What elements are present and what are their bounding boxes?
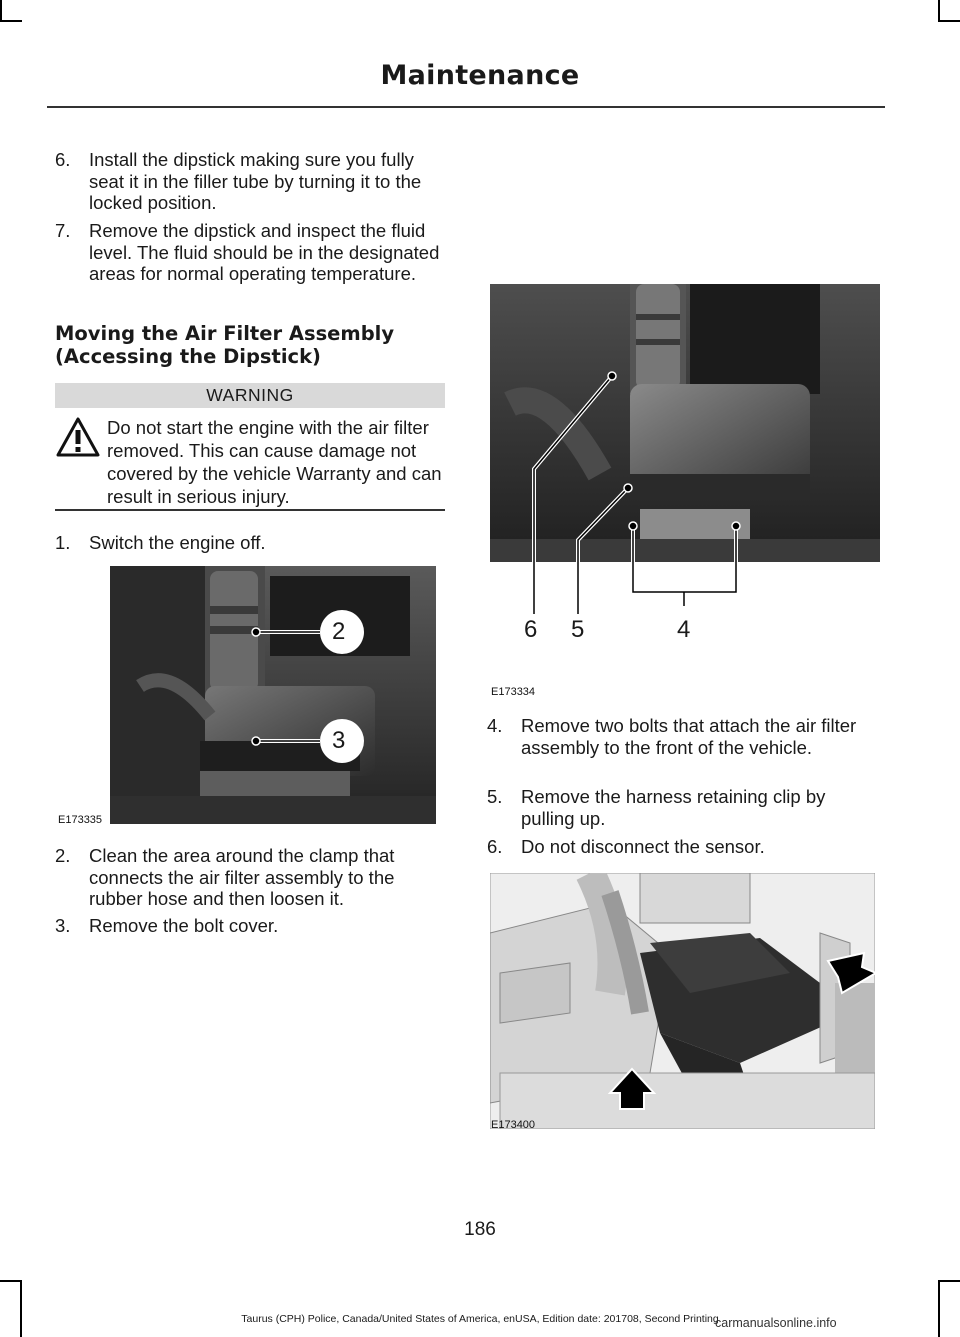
warning-divider (55, 509, 445, 511)
crop-mark (938, 1280, 940, 1337)
engine-photo-air-filter-clamp (110, 566, 436, 824)
step-number: 1. (55, 532, 71, 553)
callout-label: 5 (571, 616, 585, 643)
step-number: 4. (487, 715, 503, 736)
step-number: 6. (55, 149, 71, 170)
crop-mark (938, 20, 960, 22)
crop-mark (0, 20, 22, 22)
step-text: Remove the dipstick and inspect the fluid level. The fluid should be in the designated areas for normal operating temperature. (89, 220, 440, 284)
step-number: 3. (55, 915, 71, 936)
crop-mark (938, 1280, 960, 1282)
page-number: 186 (464, 1219, 496, 1240)
step-text: Switch the engine off. (89, 532, 266, 553)
crop-mark (938, 0, 940, 22)
warning-label: WARNING (55, 383, 445, 408)
figure-id: E173335 (58, 814, 103, 826)
page-title: Maintenance (380, 60, 580, 91)
callout-label: 6 (524, 616, 538, 643)
warning-body (55, 416, 447, 508)
warning-text: Do not start the engine with the air filter removed. This can cause damage not covered by the vehicle Warranty and can result in serious injury. (107, 417, 442, 507)
crop-mark (20, 1280, 22, 1337)
step-number: 2. (55, 845, 71, 866)
step-text: Remove the harness retaining clip by pulling up. (521, 786, 826, 829)
step-text: Remove two bolts that attach the air filter assembly to the front of the vehicle. (521, 715, 857, 758)
crop-mark (0, 0, 2, 22)
figure-id: E173334 (491, 686, 536, 698)
crop-mark (0, 1280, 22, 1282)
figure-id: E173400 (491, 1119, 536, 1131)
step-number: 7. (55, 220, 71, 241)
footer-text: Taurus (CPH) Police, Canada/United States of America, enUSA, Edition date: 201708, Second Printing (241, 1313, 719, 1325)
callout-label: 2 (332, 618, 346, 645)
step-number: 5. (487, 786, 503, 807)
header-divider (47, 106, 885, 108)
warning-triangle-icon (55, 416, 101, 458)
step-text: Clean the area around the clamp that connects the air filter assembly to the rubber hose and then loosen it. (89, 845, 395, 909)
engine-illustration-sensor (490, 873, 875, 1129)
callout-label: 4 (677, 616, 691, 643)
step-text: Do not disconnect the sensor. (521, 836, 765, 857)
callout-label: 3 (332, 727, 346, 754)
section-heading: Moving the Air Filter Assembly (Accessing the Dipstick) (55, 322, 395, 368)
callout-leaders (490, 284, 890, 664)
step-text: Remove the bolt cover. (89, 915, 279, 936)
step-number: 6. (487, 836, 503, 857)
watermark: carmanualsonline.info (715, 1316, 837, 1330)
step-text: Install the dipstick making sure you fully seat it in the filler tube by turning it to the locked position. (89, 149, 422, 213)
